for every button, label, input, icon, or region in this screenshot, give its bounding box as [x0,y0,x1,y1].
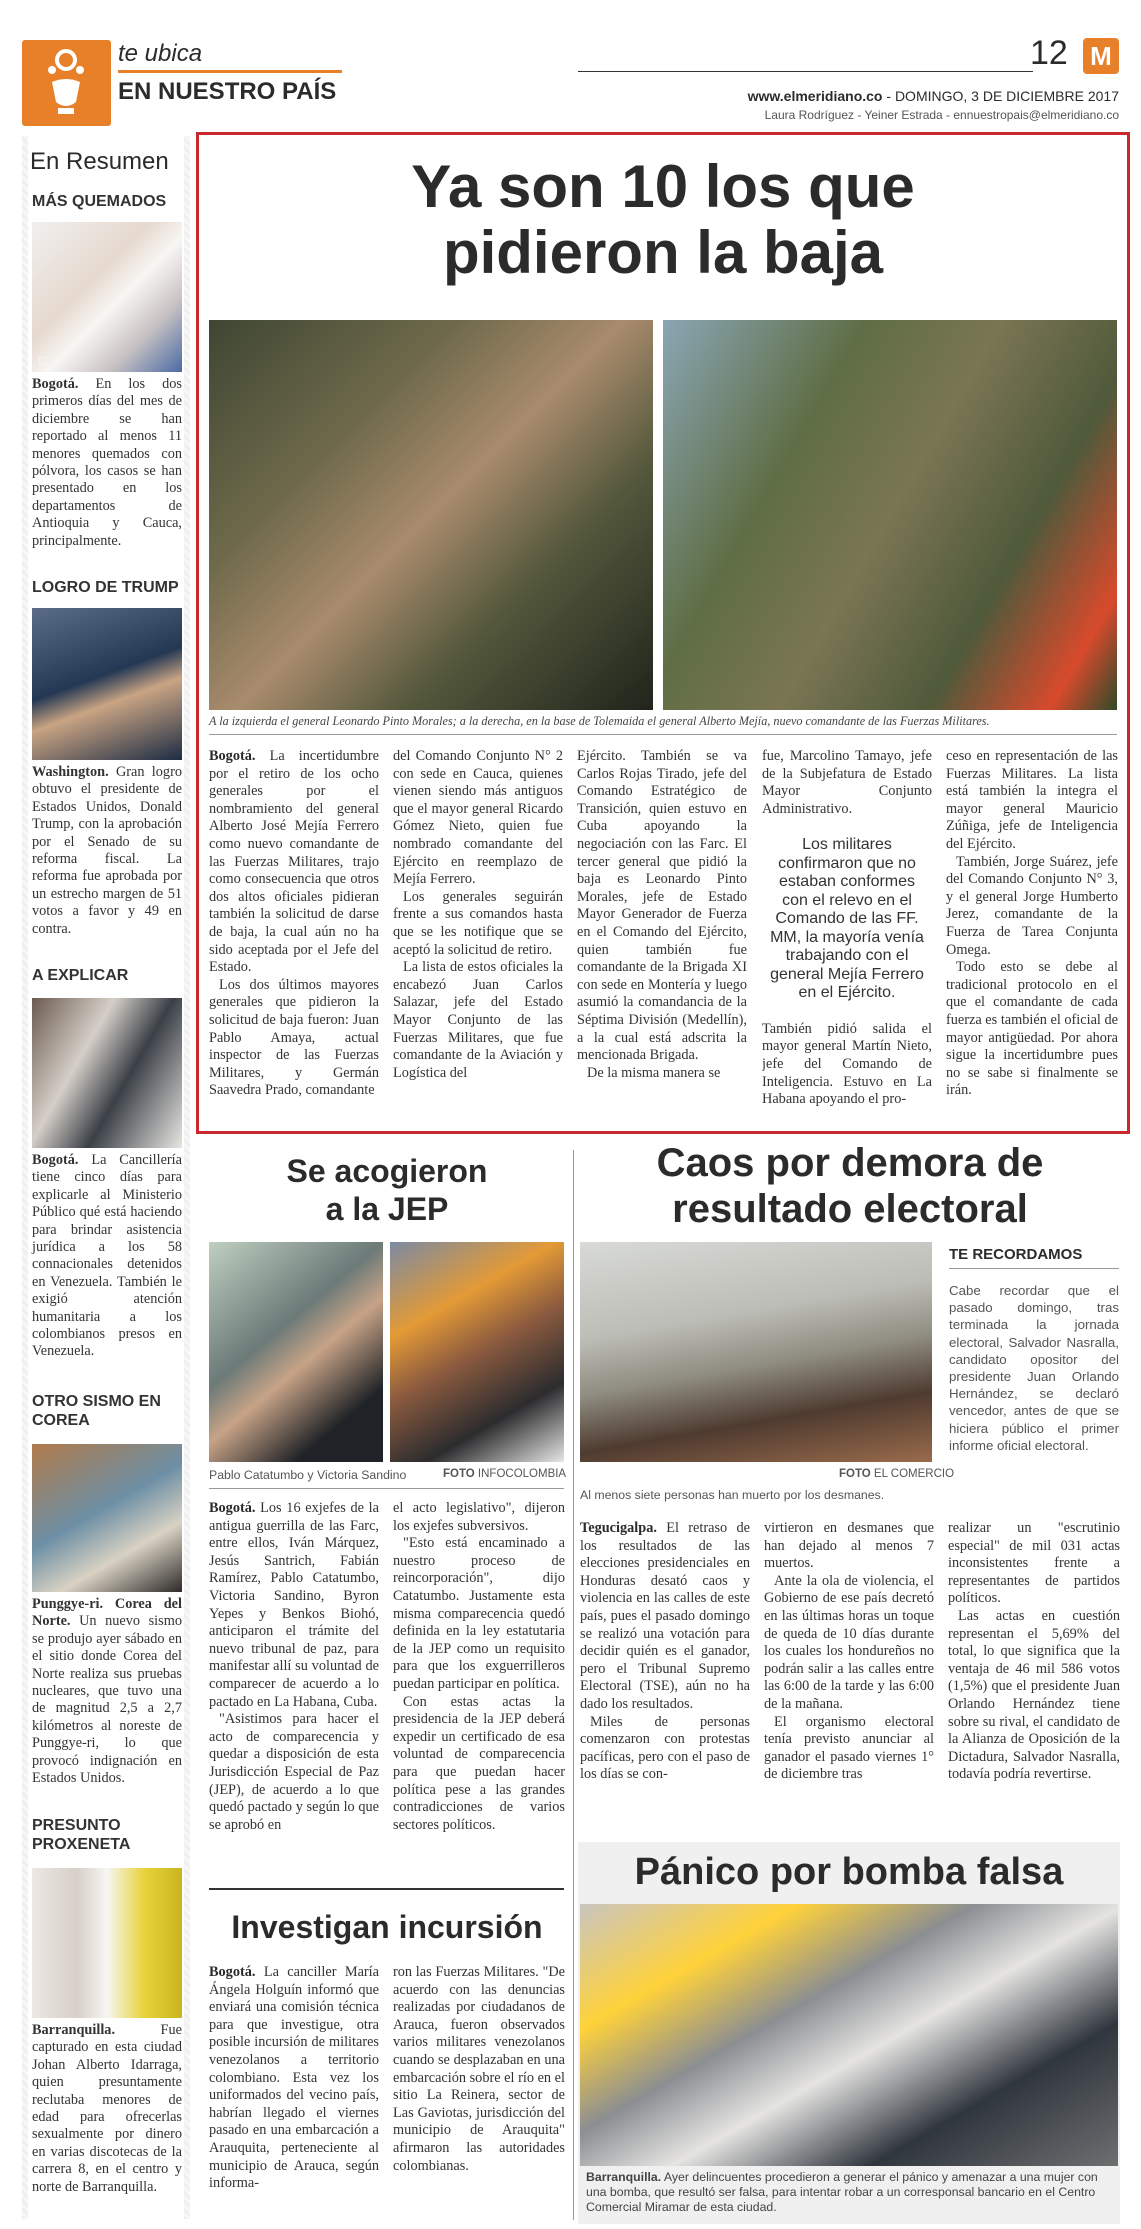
incursion-headline: Investigan incursión [231,1909,543,1945]
main-caption-rule [209,734,1117,735]
masthead-rule [578,71,1033,72]
issue-date: - DOMINGO, 3 DE DICIEMBRE 2017 [882,88,1119,104]
honduras-p3: virtieron en desmanes que han dejado al menos 7 muertos. [764,1520,934,1572]
brand-letter: M [1090,41,1112,71]
main-p10: ceso en representación de las Fuerzas Militares. La lista está también la integra el mayor general Mauricio Zúñiga, jefe de Inteligencia del Ejército. [946,748,1118,852]
website-link[interactable]: www.elmeridiano.co [747,88,883,104]
main-p8: fue, Marcolino Tamayo, jefe de la Subjefatura de Estado Mayor Conjunto Administrativo. [762,748,932,817]
main-p3: del Comando Conjunto N° 2 con sede en Cauca, quienes vienen siendo más antiguos que el mayor general Ricardo Gómez Nieto, quien fue nombrado comandante del Ejército en reemplazo de Mejía Ferrero. [393,748,563,888]
jep-p4: "Esto está encaminado a nuestro proceso de reincorporación", dijo Catatumbo. Justamente esta misma comparecencia quedó definida en la ley estatutaria de la JEP como un requisito para que los exguerrilleros puedan participar en política. [393,1535,565,1692]
jep-col-1 [209,1500,379,1880]
quake-photo [32,1444,182,1592]
honduras-p2: Miles de personas comenzaron con protestas pacíficas, pero con el paso de los días se con- [580,1713,750,1783]
jep-col-2 [393,1500,565,1880]
sandino-photo [390,1242,564,1462]
general-mejia-photo [663,320,1117,710]
sidebar-text-pimp: Barranquilla. Fue capturado en esta ciudad Johan Alberto Idarraga, quien presuntamente reclutaba menores de edad para ofrecerlas sexualmente por dinero en varias discotecas de la carrera 8, en el centro y norte de Barranquilla. [32,2022,182,2195]
incursion-col-2 [393,1964,565,2224]
honduras-p1: Tegucigalpa. El retraso de los resultados de las elecciones presidenciales en Honduras desató caos y violencia en las calles de este país, pues el pasado domingo se realizó una votación para decidir quién es el ganador, pero el Tribunal Supremo Electoral (TSE), aún no ha dado los resultados. [580,1520,750,1712]
main-col-3 [577,748,747,1128]
sidebar-heading-pimp: PRESUNTO PROXENETA [32,1817,131,1853]
sidebar-text-quake: Punggye-ri. Corea del Norte. Un nuevo sismo se produjo ayer sábado en el sitio donde Corea del Norte realiza sus pruebas nucleares, que tuvo una de magnitud 2,5 a 2,7 kilómetros al noreste de Punggye-ri, lo que provocó indignación en Estados Unidos. [32,1596,182,1787]
reminder-box-rule [949,1268,1119,1269]
main-p9: También pidió salida el mayor general Martín Nieto, jefe del Comando de Inteligencia. Estuvo en La Habana apoyando el pro- [762,1020,932,1108]
trump-photo [32,608,182,760]
jep-headline-line2: a la JEP [325,1191,449,1227]
sidebar-text-explain: Bogotá. La Cancillería tiene cinco días para explicarle al Ministerio Público qué está haciendo para brindar asistencia jurídica a los 58 connacionales detenidos en Venezuela. También le exigió atención humanitaria a los colombianos presos en Venezuela. [32,1152,182,1360]
main-headline-line1: Ya son 10 los que [411,153,915,220]
main-p6: Ejército. También se va Carlos Rojas Tirado, jefe del Comando Estratégico de Transición, quien estuvo en Cuba apoyando la negociación con las Farc. El tercer general que pidió la baja es Leonardo Pinto Morales, jefe de Estado Mayor Generador de Fuerza en el Comando del Ejército, quien también fue comandante de la Brigada XI con sede en Montería y luego asumió la comandancia de la Séptima División (Medellín), a la cual está adscrita la mencionada Brigada. [577,748,747,1064]
trophy-icon [22,40,111,126]
honduras-p7: Las actas en cuestión representan el 5,69% del total, lo que significa que la ventaja de 46 mil 586 votos (1,5%) que el presidente Juan Orlando Hernández tiene sobre su rival, el candidato de la Alianza de Oposición de la Dictadura, Salvador Nasralla, todavía podría revertirse. [948,1607,1120,1783]
honduras-p6: realizar un "escrutinio especial" de mil 031 actas inconsistentes frente a representantes de partidos políticos. [948,1520,1120,1607]
main-p5: La lista de estos oficiales la encabezó Juan Carlos Salazar, jefe del Estado Mayor Conjunto de las Fuerzas Militares, que fue comandante de la Aviación y Logística del [393,959,563,1081]
sidebar-text-trump: Washington. Gran logro obtuvo el presidente de Estados Unidos, Donald Trump, con la aprobación por el Senado de su reforma fiscal. La reforma fue aprobada por un estrecho margen de 51 votos a favor y 49 en contra. [32,764,182,937]
honduras-p4: Ante la ola de violencia, el Gobierno de ese país decretó en las últimas horas un toque de queda de 10 días durante los cuales los hondureños no podrán salir a las calles entre las 6:00 de la tarde y las 6:00 de la mañana. [764,1572,934,1712]
main-col-4 [762,748,932,1128]
incursion-col-1 [209,1964,379,2224]
sidebar-heading-trump: LOGRO DE TRUMP [32,579,179,596]
main-headline [206,154,1120,286]
main-col-5 [946,748,1118,1128]
main-p12: Todo esto se debe al tradicional protocolo en el que el comandante de cada fuerza es también el oficial de mayor antigüedad. Por ahora sigue la incertidumbre pues no se sabe si finalmente se irán. [946,959,1118,1099]
pimp-photo [32,1868,182,2018]
sidebar-title: En Resumen [30,148,169,175]
honduras-headline [582,1140,1118,1232]
main-pullquote: Los militares confirmaron que no estaban conformes con el relevo en el Comando de las FF. MM, la mayoría venía trabajando con el general Mejía Ferrero en el Ejército. [770,836,924,1002]
reminder-box-title: TE RECORDAMOS [949,1246,1083,1263]
main-col-1 [209,748,379,1128]
incursion-p2: ron las Fuerzas Militares. "De acuerdo con las denuncias realizadas por ciudadanos de Arauca, fueron observados varios militares venezolanos cuando se desplazaban en una embarcación sobre el río en el sitio La Reinera, sector de Las Gaviotas, jurisdicción del municipio de Arauquita" afirmaron las autoridades colombianas. [393,1964,565,2174]
sidebar-text-burns: Bogotá. En los dos primeros días del mes de diciembre se han reportado al menos 11 menores quemados con pólvora, los casos se han presentado en los departamentos de Antioquia y Cauca, principalmente. [32,376,182,549]
brand-logo [1083,38,1119,74]
bomb-headline: Pánico por bomba falsa [634,1851,1064,1893]
byline: Laura Rodríguez - Yeiner Estrada - ennuestropais@elmeridiano.co [764,108,1119,122]
jep-headline [209,1152,565,1228]
detainees-photo [32,998,182,1148]
dateline [748,88,1119,104]
burn-photo-image: ▢ [38,355,48,366]
kicker-rule [118,70,342,73]
honduras-headline-line1: Caos por demora de [656,1141,1044,1185]
bomb-caption: Barranquilla. Ayer delincuentes procedieron a generar el pánico y amenazar a una mujer con una bomba, que resultó ser falsa, para intentar robar a un corresponsal bancario en el Centro Comercial Miramar de esta ciudad. [586,2170,1098,2214]
incursion-p1: Bogotá. La canciller María Ángela Holguín informó que enviará una comisión técnica para que investigue, otra posible incursión de militares venezolanos a territorio colombiano. Esta vez los uniformados del vecino país, habrían llegado el viernes pasado en una embarcación a Arauquita, perteneciente al municipio de Arauca, según informa- [209,1964,379,2192]
honduras-col-2 [764,1520,934,1832]
general-pinto-photo [209,320,653,710]
jep-photo-credit: FOTO INFOCOLOMBIA [443,1468,567,1480]
incursion-rule [209,1888,564,1890]
jep-p5: Con estas actas la presidencia de la JEP deberá expedir un certificado de esa voluntad de comparecencia para que puedan hacer política pese a las grandes contradicciones de varios sectores políticos. [393,1693,565,1833]
honduras-riot-photo [580,1242,932,1462]
main-p1: Bogotá. La incertidumbre por el retiro de los ocho generales por el nombramiento del general Alberto José Mejía Ferrero como nuevo comandante de las Fuerzas Militares, trajo como consecuencia que otros dos altos oficiales pidieran también la solicitud de darse de baja, la cual aún no ha sido aceptada por el Jefe del Estado. [209,748,379,976]
honduras-p5: El organismo electoral tenía previsto anunciar al ganador el pasado viernes 1° de diciembre tras [764,1713,934,1783]
main-p4: Los generales seguirán frente a sus comandos hasta que se les notifique que se aceptó la solicitud de retiro. [393,888,563,958]
main-headline-line2: pidieron la baja [442,219,884,286]
sidebar-heading-explain: A EXPLICAR [32,967,129,984]
honduras-headline-line2: resultado electoral [672,1187,1028,1231]
section-logo [22,40,111,126]
column-divider [573,1150,574,2220]
mall-photo [580,1904,1118,2166]
sidebar-heading-burns: MÁS QUEMADOS [32,193,167,210]
jep-p1: Bogotá. Los 16 exjefes de la antigua guerrilla de las Farc, entre ellos, Iván Márquez, Jesús Santrich, Fabián Ramírez, Pablo Catatumbo, Victoria Sandino, Byron Yepes y Benkos Biohó, anticiparon el trámite del nuevo tribunal de paz, para manifestar allí su voluntad de comparecer de acuerdo a lo pactado en La Habana, Cuba. [209,1500,379,1710]
jep-p3: el acto legislativo", dijeron los exjefes subversivos. [393,1500,565,1534]
jep-caption-rule [209,1488,564,1489]
page-number: 12 [1030,34,1068,72]
section-kicker: te ubica [118,40,203,67]
section-title: EN NUESTRO PAÍS [118,78,337,105]
main-p2: Los dos últimos mayores generales que pidieron la solicitud de baja fueron: Juan Pablo Amaya, actual inspector de las Fuerzas Militares, y Germán Saavedra Prado, comandante [209,976,379,1099]
main-p11: También, Jorge Suárez, jefe del Comando Conjunto N° 3, y el general Jorge Humberto Jerez, comandante de la Fuerza de Tarea Conjunta Omega. [946,853,1118,958]
jep-headline-line1: Se acogieron [286,1153,488,1189]
honduras-photo-credit: FOTO EL COMERCIO [839,1468,955,1480]
main-col-2 [393,748,563,1128]
honduras-col-1 [580,1520,750,1832]
honduras-photo-caption: Al menos siete personas han muerto por los desmanes. [580,1488,885,1502]
honduras-col-3 [948,1520,1120,1832]
sidebar-heading-quake: OTRO SISMO EN COREA [32,1393,161,1429]
jep-p2: "Asistimos para hacer el acto de comparecencia y quedar a disposición de esta Jurisdicción Especial de Paz (JEP), de acuerdo a lo que quedó pactado y según lo que se aprobó en [209,1711,379,1833]
burn-photo [32,222,182,372]
catatumbo-photo [209,1242,383,1462]
reminder-box-text: Cabe recordar que el pasado domingo, tras terminada la jornada electoral, Salvador Nasralla, candidato opositor del presidente Juan Orlando Hernández, se declaró vencedor, antes de que se hiciera público el primer informe oficial electoral. [949,1283,1119,1453]
main-p7: De la misma manera se [587,1064,721,1081]
jep-photo-caption: Pablo Catatumbo y Victoria Sandino [209,1468,407,1482]
main-photo-caption: A la izquierda el general Leonardo Pinto Morales; a la derecha, en la base de Tolemaida el general Alberto Mejía, nuevo comandante de las Fuerzas Militares. [209,714,990,728]
